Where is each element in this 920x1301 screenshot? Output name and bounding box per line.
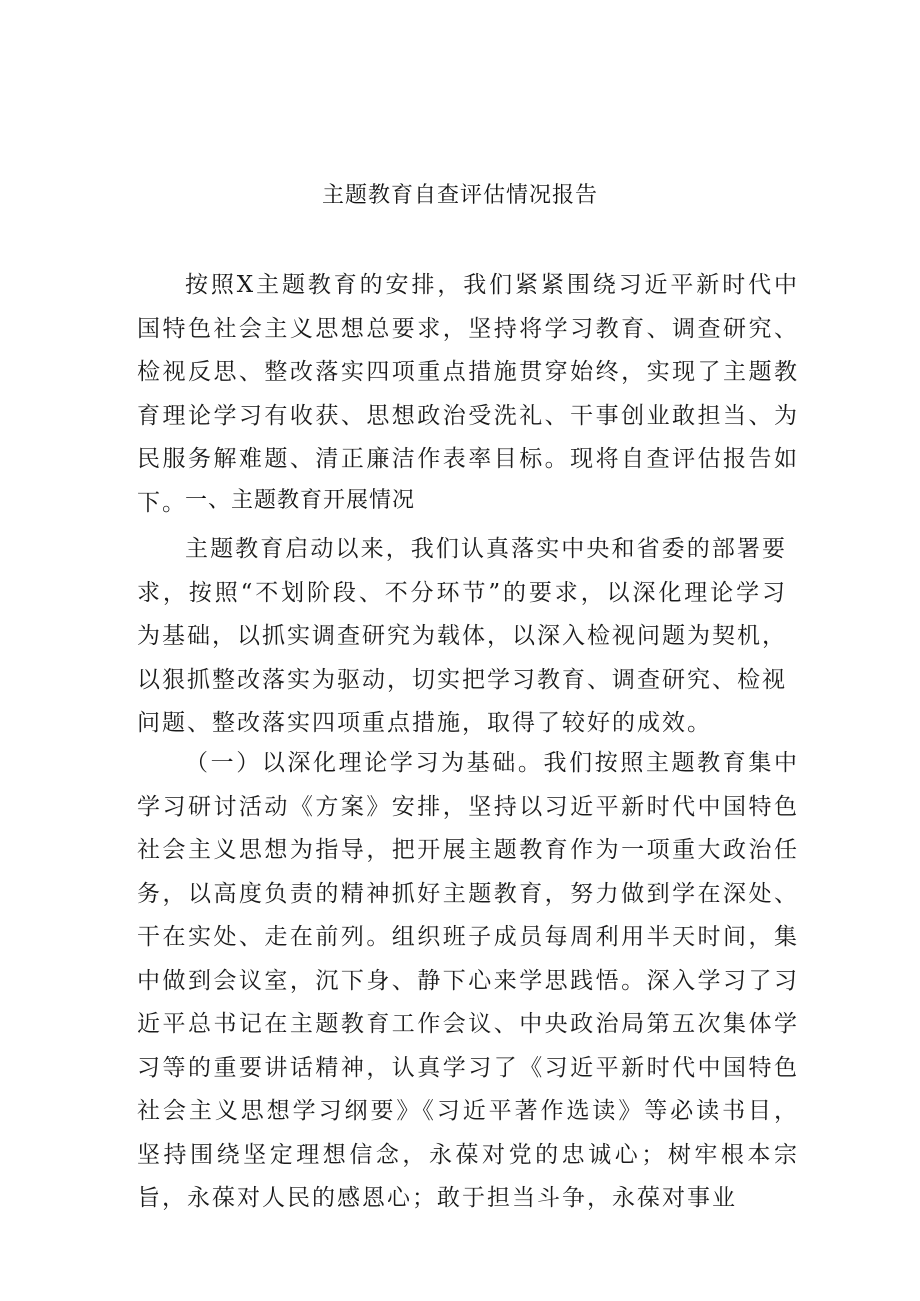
section-1-paragraph: 主题教育启动以来，我们认真落实中央和省委的部署要求，按照“不划阶段、不分环节”的要求，以深化理论学习为基础，以抓实调查研究为载体，以深入检视问题为契机，以狠抓整改落实为驱动，切实把学习教育、调查研究、检视问题、整改落实四项重点措施，取得了较好的成效。	[137, 536, 787, 736]
subsection-1-paragraph: （一）以深化理论学习为基础。我们按照主题教育集中学习研讨活动《方案》安排，坚持以习近平新时代中国特色社会主义思想为指导，把开展主题教育作为一项重大政治任务，以高度负责的精神抓好主题教育，努力做到学在深处、干在实处、走在前列。组织班子成员每周利用半天时间，集中做到会议室，沉下身、静下心来学思践悟。深入学习了习近平总书记在主题教育工作会议、中央政治局第五次集体学习等的重要讲话精神，认真学习了《习近平新时代中国特色社会主义思想学习纲要》《习近平著作选读》等必读书目，坚持围绕坚定理想信念，永葆对党的忠诚心；树牢根本宗旨，永葆对人民的感恩心；敢于担当斗争，永葆对事业	[137, 750, 799, 1211]
document-title: 主题教育自查评估情况报告	[321, 183, 598, 208]
section-1-heading: 一、主题教育开展情况	[185, 488, 416, 513]
intro-paragraph: 按照X主题教育的安排，我们紧紧围绕习近平新时代中国特色社会主义思想总要求，坚持将学习教育、调查研究、检视反思、整改落实四项重点措施贯穿始终，实现了主题教育理论学习有收获、思想政治受洗礼、干事创业敢担当、为民服务解难题、清正廉洁作表率目标。现将自查评估报告如下。	[137, 272, 799, 516]
